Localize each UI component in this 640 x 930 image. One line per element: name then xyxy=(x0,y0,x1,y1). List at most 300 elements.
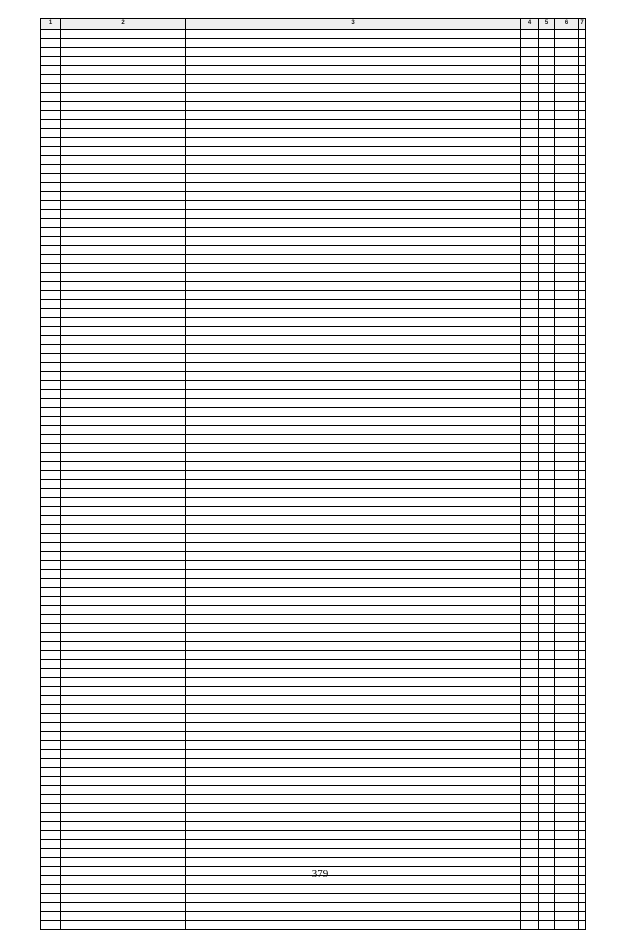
table-cell xyxy=(579,201,586,210)
table-cell xyxy=(41,201,61,210)
table-row xyxy=(41,120,586,129)
table-cell xyxy=(555,732,579,741)
table-cell xyxy=(579,498,586,507)
table-cell xyxy=(41,525,61,534)
table-cell xyxy=(539,579,555,588)
table-cell xyxy=(555,111,579,120)
table-cell xyxy=(539,300,555,309)
table-cell xyxy=(41,147,61,156)
table-cell xyxy=(61,786,186,795)
table-cell xyxy=(61,192,186,201)
table-cell xyxy=(579,111,586,120)
table-cell xyxy=(579,138,586,147)
table-cell xyxy=(61,498,186,507)
table-cell xyxy=(579,57,586,66)
table-row xyxy=(41,192,586,201)
table-cell xyxy=(539,894,555,903)
table-cell xyxy=(41,714,61,723)
table-cell xyxy=(555,156,579,165)
table-cell xyxy=(41,462,61,471)
table-cell xyxy=(555,237,579,246)
table-cell xyxy=(539,660,555,669)
table-cell xyxy=(41,300,61,309)
table-cell xyxy=(61,597,186,606)
table-cell xyxy=(579,444,586,453)
table-cell xyxy=(555,516,579,525)
table-cell xyxy=(555,75,579,84)
table-cell xyxy=(555,588,579,597)
table-cell xyxy=(61,111,186,120)
table-cell xyxy=(41,759,61,768)
table-cell xyxy=(521,273,539,282)
table-cell xyxy=(579,453,586,462)
table-cell xyxy=(579,309,586,318)
table-cell xyxy=(41,309,61,318)
table-cell xyxy=(186,399,521,408)
table-cell xyxy=(555,165,579,174)
table-cell xyxy=(41,822,61,831)
table-cell xyxy=(521,750,539,759)
table-cell xyxy=(41,246,61,255)
table-cell xyxy=(41,813,61,822)
table-cell xyxy=(579,246,586,255)
table-row xyxy=(41,264,586,273)
table-cell xyxy=(521,831,539,840)
table-cell xyxy=(521,390,539,399)
table-cell xyxy=(521,426,539,435)
table-cell xyxy=(555,453,579,462)
table-cell xyxy=(555,885,579,894)
table-cell xyxy=(186,525,521,534)
table-cell xyxy=(521,39,539,48)
table-row xyxy=(41,129,586,138)
table-cell xyxy=(555,363,579,372)
table-cell xyxy=(539,210,555,219)
table-cell xyxy=(579,30,586,39)
table-row xyxy=(41,30,586,39)
table-cell xyxy=(539,606,555,615)
table-row xyxy=(41,183,586,192)
table-row xyxy=(41,723,586,732)
table-cell xyxy=(555,840,579,849)
table-cell xyxy=(539,597,555,606)
table-cell xyxy=(186,579,521,588)
table-cell xyxy=(521,489,539,498)
table-cell xyxy=(555,831,579,840)
table-cell xyxy=(539,354,555,363)
table-cell xyxy=(539,147,555,156)
table-cell xyxy=(41,543,61,552)
table-row xyxy=(41,471,586,480)
table-cell xyxy=(555,894,579,903)
table-cell xyxy=(61,714,186,723)
table-row xyxy=(41,822,586,831)
table-cell xyxy=(539,327,555,336)
table-cell xyxy=(539,633,555,642)
table-cell xyxy=(539,750,555,759)
table-cell xyxy=(186,111,521,120)
table-cell xyxy=(539,642,555,651)
table-cell xyxy=(555,741,579,750)
table-cell xyxy=(555,381,579,390)
table-cell xyxy=(579,552,586,561)
table-cell xyxy=(579,597,586,606)
table-cell xyxy=(61,651,186,660)
table-cell xyxy=(41,57,61,66)
table-cell xyxy=(555,273,579,282)
table-cell xyxy=(61,453,186,462)
table-cell xyxy=(41,750,61,759)
table-cell xyxy=(579,705,586,714)
table-cell xyxy=(41,129,61,138)
table-cell xyxy=(41,516,61,525)
table-cell xyxy=(521,804,539,813)
table-cell xyxy=(555,651,579,660)
table-cell xyxy=(555,309,579,318)
table-cell xyxy=(41,282,61,291)
table-cell xyxy=(555,795,579,804)
table-cell xyxy=(539,561,555,570)
table-cell xyxy=(539,651,555,660)
table-cell xyxy=(579,678,586,687)
table-cell xyxy=(61,183,186,192)
table-cell xyxy=(186,57,521,66)
table-cell xyxy=(61,822,186,831)
table-cell xyxy=(555,228,579,237)
table-cell xyxy=(579,696,586,705)
table-cell xyxy=(521,327,539,336)
table-cell xyxy=(41,48,61,57)
table-cell xyxy=(579,570,586,579)
table-cell xyxy=(539,120,555,129)
table-cell xyxy=(555,282,579,291)
table-cell xyxy=(521,660,539,669)
table-cell xyxy=(539,84,555,93)
table-cell xyxy=(186,714,521,723)
table-cell xyxy=(186,642,521,651)
table-cell xyxy=(521,246,539,255)
table-cell xyxy=(521,552,539,561)
table-cell xyxy=(521,282,539,291)
table-cell xyxy=(579,426,586,435)
table-cell xyxy=(186,858,521,867)
table-cell xyxy=(61,660,186,669)
table-cell xyxy=(539,516,555,525)
table-cell xyxy=(555,201,579,210)
table-cell xyxy=(61,552,186,561)
table-row xyxy=(41,66,586,75)
table-cell xyxy=(61,138,186,147)
table-row xyxy=(41,381,586,390)
table-cell xyxy=(61,336,186,345)
table-cell xyxy=(61,264,186,273)
table-cell xyxy=(41,606,61,615)
table-row xyxy=(41,498,586,507)
table-cell xyxy=(579,489,586,498)
table-cell xyxy=(555,615,579,624)
table-cell xyxy=(41,696,61,705)
table-cell xyxy=(61,129,186,138)
table-cell xyxy=(579,318,586,327)
table-cell xyxy=(579,390,586,399)
table-cell xyxy=(539,75,555,84)
table-cell xyxy=(41,687,61,696)
table-cell xyxy=(579,93,586,102)
table-cell xyxy=(539,255,555,264)
table-cell xyxy=(521,147,539,156)
table-cell xyxy=(61,750,186,759)
table-cell xyxy=(539,471,555,480)
table-cell xyxy=(186,129,521,138)
table-cell xyxy=(539,714,555,723)
table-cell xyxy=(41,435,61,444)
table-cell xyxy=(539,885,555,894)
table-row xyxy=(41,696,586,705)
table-cell xyxy=(61,93,186,102)
table-cell xyxy=(539,66,555,75)
table-cell xyxy=(539,615,555,624)
table-cell xyxy=(539,795,555,804)
table-cell xyxy=(539,858,555,867)
table-cell xyxy=(539,390,555,399)
table-cell xyxy=(555,102,579,111)
table-cell xyxy=(521,606,539,615)
table-cell xyxy=(41,336,61,345)
table-cell xyxy=(61,795,186,804)
table-cell xyxy=(41,381,61,390)
table-cell xyxy=(186,30,521,39)
table-cell xyxy=(186,345,521,354)
table-cell xyxy=(539,381,555,390)
table-cell xyxy=(539,759,555,768)
table-cell xyxy=(579,840,586,849)
table-cell xyxy=(521,75,539,84)
table-cell xyxy=(61,885,186,894)
table-cell xyxy=(539,687,555,696)
table-cell xyxy=(521,30,539,39)
table-cell xyxy=(41,192,61,201)
table-cell xyxy=(579,588,586,597)
table-cell xyxy=(521,624,539,633)
table-cell xyxy=(61,381,186,390)
table-cell xyxy=(579,255,586,264)
table-cell xyxy=(521,894,539,903)
table-cell xyxy=(61,507,186,516)
table-cell xyxy=(186,894,521,903)
table-header-row xyxy=(41,19,586,30)
table-cell xyxy=(555,534,579,543)
table-cell xyxy=(61,66,186,75)
table-cell xyxy=(521,849,539,858)
table-cell xyxy=(579,606,586,615)
table-cell xyxy=(579,651,586,660)
table-cell xyxy=(579,723,586,732)
table-cell xyxy=(539,921,555,930)
table-cell xyxy=(521,210,539,219)
table-cell xyxy=(555,129,579,138)
table-cell xyxy=(521,156,539,165)
table-cell xyxy=(539,102,555,111)
table-cell xyxy=(41,903,61,912)
table-row xyxy=(41,669,586,678)
table-cell xyxy=(579,462,586,471)
table-cell xyxy=(521,597,539,606)
table-cell xyxy=(539,525,555,534)
table-cell xyxy=(539,552,555,561)
table-cell xyxy=(41,498,61,507)
table-cell xyxy=(61,615,186,624)
table-cell xyxy=(539,588,555,597)
table-cell xyxy=(555,300,579,309)
table-cell xyxy=(41,102,61,111)
table-row xyxy=(41,345,586,354)
table-cell xyxy=(555,219,579,228)
table-cell xyxy=(521,786,539,795)
table-cell xyxy=(186,255,521,264)
table-cell xyxy=(41,858,61,867)
table-row xyxy=(41,237,586,246)
table-row xyxy=(41,318,586,327)
table-cell xyxy=(521,129,539,138)
table-cell xyxy=(186,327,521,336)
table-cell xyxy=(579,894,586,903)
table-cell xyxy=(521,543,539,552)
table-cell xyxy=(521,102,539,111)
table-cell xyxy=(539,336,555,345)
table-cell xyxy=(579,39,586,48)
table-row xyxy=(41,282,586,291)
table-cell xyxy=(186,156,521,165)
table-cell xyxy=(555,561,579,570)
table-cell xyxy=(579,858,586,867)
table-cell xyxy=(539,444,555,453)
table-cell xyxy=(186,39,521,48)
table-cell xyxy=(539,372,555,381)
table-cell xyxy=(555,858,579,867)
table-cell xyxy=(186,903,521,912)
table-row xyxy=(41,858,586,867)
table-row xyxy=(41,138,586,147)
table-cell xyxy=(539,813,555,822)
table-cell xyxy=(186,795,521,804)
table-row xyxy=(41,885,586,894)
table-cell xyxy=(61,759,186,768)
table-cell xyxy=(555,723,579,732)
table-row xyxy=(41,399,586,408)
table-cell xyxy=(539,417,555,426)
table-cell xyxy=(555,813,579,822)
table-cell xyxy=(186,912,521,921)
table-cell xyxy=(579,714,586,723)
table-cell xyxy=(41,669,61,678)
table-cell xyxy=(579,525,586,534)
table-cell xyxy=(579,282,586,291)
table-cell xyxy=(186,84,521,93)
table-cell xyxy=(186,102,521,111)
table-cell xyxy=(579,408,586,417)
table-cell xyxy=(186,687,521,696)
table-cell xyxy=(186,588,521,597)
table-cell xyxy=(579,399,586,408)
table-cell xyxy=(521,399,539,408)
table-cell xyxy=(41,651,61,660)
table-row xyxy=(41,210,586,219)
table-cell xyxy=(41,597,61,606)
table-header xyxy=(41,19,586,30)
table-cell xyxy=(521,561,539,570)
table-cell xyxy=(186,534,521,543)
table-row xyxy=(41,228,586,237)
table-row xyxy=(41,57,586,66)
table-cell xyxy=(555,786,579,795)
table-cell xyxy=(555,687,579,696)
table-cell xyxy=(555,336,579,345)
table-cell xyxy=(186,669,521,678)
table-cell xyxy=(579,732,586,741)
table-cell xyxy=(555,705,579,714)
table-cell xyxy=(61,903,186,912)
table-cell xyxy=(579,579,586,588)
table-cell xyxy=(555,543,579,552)
table-cell xyxy=(186,75,521,84)
column-header-3: 3 xyxy=(186,19,521,30)
table-cell xyxy=(579,669,586,678)
table-row xyxy=(41,165,586,174)
table-cell xyxy=(41,831,61,840)
table-row xyxy=(41,327,586,336)
table-cell xyxy=(186,138,521,147)
table-cell xyxy=(579,264,586,273)
table-cell xyxy=(555,48,579,57)
table-cell xyxy=(579,741,586,750)
table-cell xyxy=(539,318,555,327)
table-cell xyxy=(555,804,579,813)
table-cell xyxy=(41,660,61,669)
table-cell xyxy=(555,462,579,471)
table-cell xyxy=(579,786,586,795)
table-cell xyxy=(41,570,61,579)
table-cell xyxy=(186,516,521,525)
table-cell xyxy=(186,264,521,273)
table-row xyxy=(41,750,586,759)
table-cell xyxy=(61,435,186,444)
table-row xyxy=(41,561,586,570)
table-cell xyxy=(539,39,555,48)
table-cell xyxy=(521,57,539,66)
table-cell xyxy=(61,525,186,534)
table-cell xyxy=(555,570,579,579)
table-row xyxy=(41,795,586,804)
table-cell xyxy=(539,768,555,777)
table-cell xyxy=(521,696,539,705)
table-cell xyxy=(186,201,521,210)
table-cell xyxy=(555,660,579,669)
table-cell xyxy=(186,921,521,930)
table-cell xyxy=(186,480,521,489)
table-cell xyxy=(521,651,539,660)
table-cell xyxy=(61,777,186,786)
table-cell xyxy=(61,606,186,615)
table-row xyxy=(41,777,586,786)
table-cell xyxy=(555,93,579,102)
table-cell xyxy=(579,921,586,930)
table-cell xyxy=(539,273,555,282)
table-row xyxy=(41,48,586,57)
table-row xyxy=(41,507,586,516)
table-cell xyxy=(539,840,555,849)
table-cell xyxy=(539,534,555,543)
table-cell xyxy=(41,372,61,381)
